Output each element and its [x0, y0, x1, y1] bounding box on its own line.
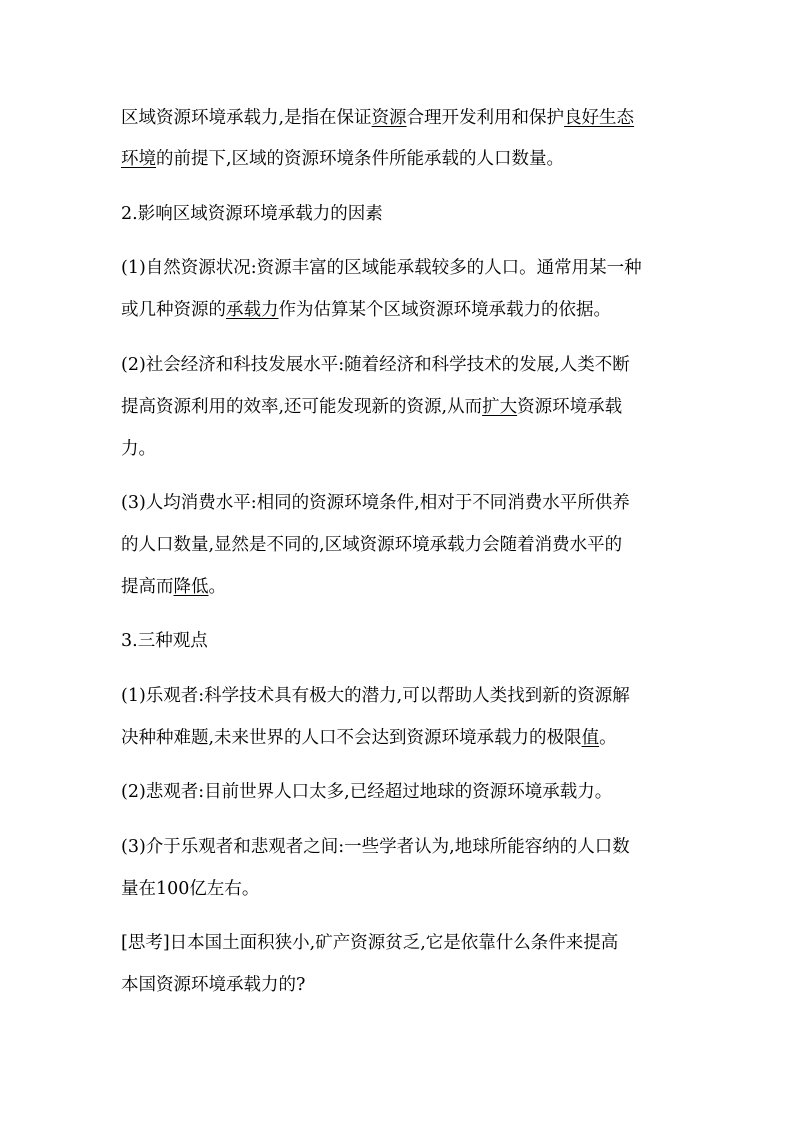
- text-segment: 。: [599, 728, 617, 748]
- underlined-term: 承载力: [226, 300, 279, 320]
- text-segment: (1)乐观者:科学技术具有极大的潜力,可以帮助人类找到新的资源解: [121, 686, 630, 706]
- text-line: [121, 297, 681, 323]
- text-line: [121, 352, 681, 378]
- section-heading: [121, 628, 681, 654]
- text-segment: 2.影响区域资源环境承载力的因素: [121, 204, 383, 224]
- text-line: [121, 725, 681, 751]
- text-segment: 决种种难题,未来世界的人口不会达到资源环境承载力的极限: [121, 728, 582, 748]
- text-segment: (1)自然资源状况:资源丰富的区域能承载较多的人口。通常用某一种: [121, 258, 642, 278]
- text-line: [121, 146, 681, 172]
- text-segment: (3)人均消费水平:相同的资源环境条件,相对于不同消费水平所供养: [121, 493, 630, 513]
- text-segment: 。: [208, 577, 226, 597]
- text-line: [121, 255, 681, 281]
- section-heading: [121, 201, 681, 227]
- text-line: [121, 683, 681, 709]
- text-segment: (2)社会经济和科技发展水平:随着经济和科学技术的发展,人类不断: [121, 355, 630, 375]
- text-segment: 合理开发利用和保护: [406, 108, 565, 128]
- text-segment: (3)介于乐观者和悲观者之间:一些学者认为,地球所能容纳的人口数: [121, 837, 630, 857]
- text-segment: 作为估算某个区域资源环境承载力的依据。: [278, 300, 611, 320]
- text-segment: 本国资源环境承载力的?: [121, 975, 306, 995]
- text-line: [121, 834, 681, 860]
- text-line: [121, 105, 681, 131]
- question-line: [121, 930, 681, 956]
- text-segment: (2)悲观者:目前世界人口太多,已经超过地球的资源环境承载力。: [121, 782, 613, 802]
- text-line: [121, 436, 681, 462]
- text-segment: 力。: [121, 439, 156, 459]
- underlined-term: 资源: [371, 108, 407, 128]
- text-line: [121, 532, 681, 558]
- underlined-term: 扩大: [482, 397, 518, 417]
- text-segment: 区域资源环境承载力,是指在保证: [121, 108, 372, 128]
- text-segment: 量在100亿左右。: [121, 879, 260, 899]
- text-line: [121, 779, 681, 805]
- text-line: [121, 490, 681, 516]
- text-line: [121, 876, 681, 902]
- text-segment: 的前提下,区域的资源环境条件所能承载的人口数量。: [156, 149, 565, 169]
- text-line: [121, 574, 681, 600]
- text-segment: 3.三种观点: [121, 631, 208, 651]
- text-segment: 资源环境承载: [517, 397, 623, 417]
- text-segment: 提高而: [121, 577, 174, 597]
- underlined-term: 良好生态: [564, 108, 635, 128]
- text-segment: 或几种资源的: [121, 300, 226, 320]
- underlined-term: 值: [581, 728, 600, 748]
- underlined-term: 降低: [173, 577, 209, 597]
- question-line: [121, 972, 681, 998]
- underlined-term: 环境: [121, 149, 156, 169]
- text-segment: [思考]日本国土面积狭小,矿产资源贫乏,它是依靠什么条件来提高: [121, 933, 619, 953]
- text-line: [121, 394, 681, 420]
- text-segment: 的人口数量,显然是不同的,区域资源环境承载力会随着消费水平的: [121, 535, 623, 555]
- text-segment: 提高资源利用的效率,还可能发现新的资源,从而: [121, 397, 483, 417]
